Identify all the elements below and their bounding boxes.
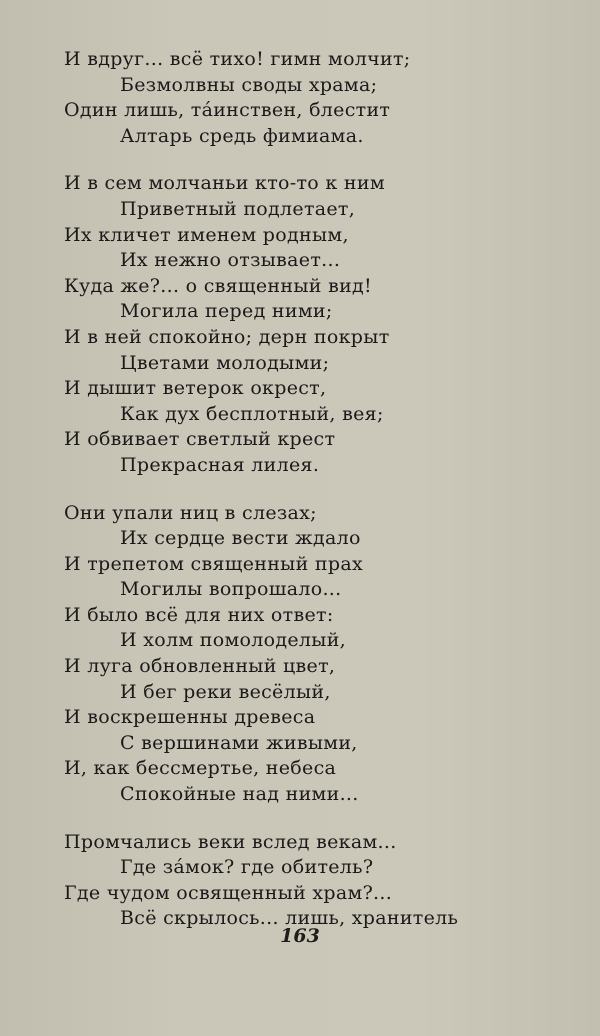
poem-line: И дышит ветерок окрест, — [64, 377, 327, 400]
poem-line: И трепетом священный прах — [64, 552, 363, 575]
poem-line: Алтарь средь фимиама. — [120, 124, 364, 147]
poem-line: Их сердце вести ждало — [120, 527, 361, 550]
poem-line: Безмолвны своды храма; — [120, 73, 378, 96]
stanza — [64, 171, 584, 478]
page-number: 163 — [280, 925, 320, 947]
poem-line: И луга обновленный цвет, — [64, 655, 336, 678]
poem-line: Могилы вопрошало... — [120, 578, 342, 601]
poem-line: Цветами молодыми; — [120, 351, 330, 374]
poem-line: Промчались веки вслед векам... — [64, 830, 397, 853]
poem-line: И воскрешенны древеса — [64, 706, 316, 729]
poem-line: И в сем молчаньи кто-то к ним — [64, 172, 385, 195]
poem-line: Они упали ниц в слезах; — [64, 501, 317, 524]
poem-line: И обвивает светлый крест — [64, 428, 336, 451]
poem-line: И в ней спокойно; дерн покрыт — [64, 325, 390, 348]
stanza — [64, 47, 584, 149]
poem-line: Где за́мок? где обитель? — [120, 856, 374, 879]
poem-line: Всё скрылось... лишь, хранитель — [120, 907, 459, 930]
poem-line: И холм помолоделый, — [120, 629, 347, 652]
poem-line: Где чудом освященный храм?... — [64, 881, 393, 904]
poem-line: Как дух бесплотный, вея; — [120, 402, 384, 425]
poem-line: Их кличет именем родным, — [64, 223, 349, 246]
stanza — [64, 830, 584, 932]
poem-line: С вершинами живыми, — [120, 731, 358, 754]
poem-line: Могила перед ними; — [120, 300, 333, 323]
poem-line: Прекрасная лилея. — [120, 453, 320, 476]
poem-line: Приветный подлетает, — [120, 197, 356, 220]
poem-line: Спокойные над ними... — [120, 783, 359, 806]
poem-text — [64, 47, 584, 954]
stanza — [64, 501, 584, 808]
poem-line: И, как бессмертье, небеса — [64, 757, 337, 780]
poem-line: И бег реки весёлый, — [120, 680, 331, 703]
poem-line: Один лишь, та́инствен, блестит — [64, 99, 391, 122]
poem-line: Их нежно отзывает... — [120, 249, 341, 272]
poem-line: И было всё для них ответ: — [64, 603, 334, 626]
poem-line: И вдруг... всё тихо! гимн молчит; — [64, 48, 411, 70]
poem-line: Куда же?... о священный вид! — [64, 274, 372, 297]
